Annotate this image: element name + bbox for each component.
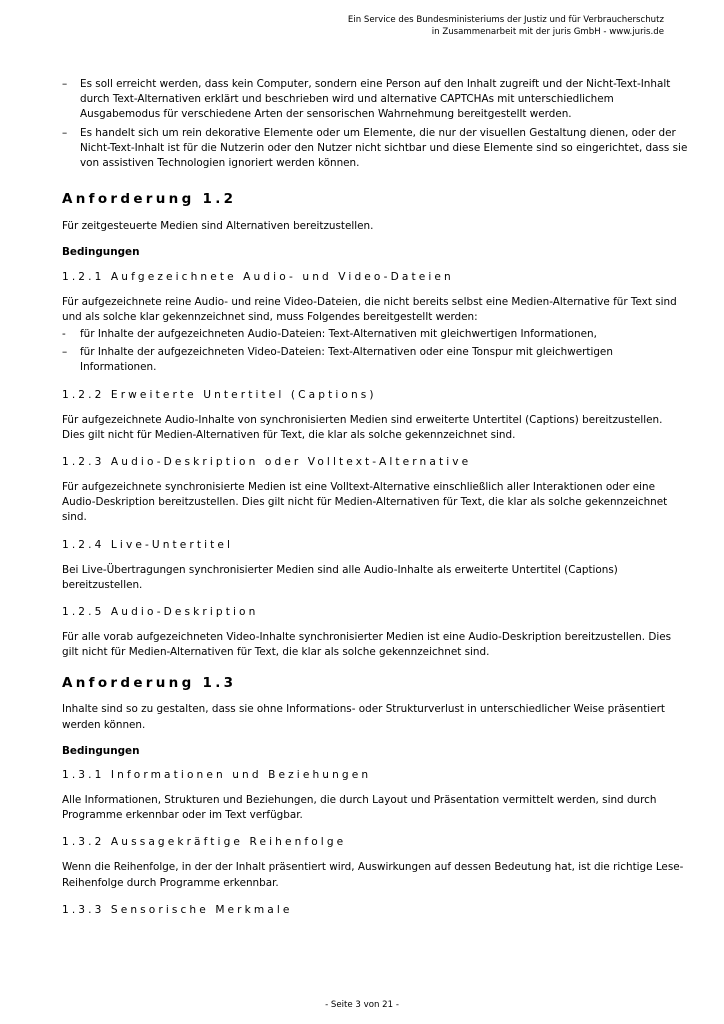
list-1-2-1 <box>62 327 688 376</box>
paragraph: Wenn die Reihenfolge, in der der Inhalt präsentiert wird, Auswirkungen auf dessen Bedeutung hat, ist die richtige Lese-Reihenfolge durch Programme erkennbar. <box>62 861 684 889</box>
paragraph: Bei Live-Übertragungen synchronisierter Medien sind alle Audio-Inhalte als erweiterte Untertitel (Captions) bereitzustellen. <box>62 563 618 591</box>
conditions-label: Bedingungen <box>62 246 140 259</box>
document-body <box>62 77 688 918</box>
list-item: – Es soll erreicht werden, dass kein Computer, sondern eine Person auf den Inhalt zugreift und der Nicht-Text-Inhalt durch Text-Alternativen erklärt und beschrieben wird und alternative CAPTCHAs mit unterschiedlichem Ausgabemodus für verschiedene Arten der sensorischen Wahrnehmung bereitgestellt werden. <box>62 78 671 121</box>
page-header <box>244 14 664 38</box>
paragraph: Für zeitgesteuerte Medien sind Alternativen bereitzustellen. <box>62 220 374 233</box>
paragraph: Für alle vorab aufgezeichneten Video-Inhalte synchronisierter Medien ist eine Audio-Deskription bereitzustellen. Dies gilt nicht für Medien-Alternativen für Text, die klar als solche gekennzeichnet sind. <box>62 631 672 659</box>
section-heading-1-3: Anforderung 1.3 <box>62 675 237 692</box>
list-item: – für Inhalte der aufgezeichneten Video-Dateien: Text-Alternativen oder eine Tonspur mit gleichwertigen Informationen. <box>62 346 613 374</box>
list-item: – Es handelt sich um rein dekorative Elemente oder um Elemente, die nur der visuellen Gestaltung dienen, oder der Nicht-Text-Inhalt ist für die Nutzerin oder den Nutzer nicht sichtbar und diese Elemente sind so eingerichtet, dass sie von assistiven Technologien ignoriert werden können. <box>62 126 688 170</box>
paragraph: Inhalte sind so zu gestalten, dass sie ohne Informations- oder Strukturverlust in unterschiedlicher Weise präsentiert werden können. <box>62 703 665 731</box>
subsection-heading-1-2-2: 1.2.2 Erweiterte Untertitel (Captions) <box>62 388 377 401</box>
paragraph: Alle Informationen, Strukturen und Beziehungen, die durch Layout und Präsentation vermittelt werden, sind durch Programme erkennbar oder im Text verfügbar. <box>62 794 657 822</box>
subsection-heading-1-2-5: 1.2.5 Audio-Deskription <box>62 606 259 619</box>
header-line-2: in Zusammenarbeit mit der juris GmbH - www.juris.de <box>431 27 664 37</box>
subsection-heading-1-2-4: 1.2.4 Live-Untertitel <box>62 538 234 551</box>
header-line-1: Ein Service des Bundesministeriums der Justiz und für Verbraucherschutz <box>347 15 664 25</box>
subsection-heading-1-3-2: 1.3.2 Aussagekräftige Reihenfolge <box>62 836 347 849</box>
page-footer: - Seite 3 von 21 - <box>325 1000 399 1010</box>
subsection-heading-1-2-1: 1.2.1 Aufgezeichnete Audio- und Video-Dateien <box>62 270 454 283</box>
paragraph: Für aufgezeichnete Audio-Inhalte von synchronisierten Medien sind erweiterte Untertitel (Captions) bereitzustellen. Dies gilt nicht für Medien-Alternativen für Text, die klar als solche gekennzeichnet sind. <box>62 413 663 441</box>
subsection-heading-1-2-3: 1.2.3 Audio-Deskription oder Volltext-Alternative <box>62 456 472 469</box>
conditions-label: Bedingungen <box>62 744 140 757</box>
subsection-heading-1-3-3: 1.3.3 Sensorische Merkmale <box>62 903 293 916</box>
list-item: - für Inhalte der aufgezeichneten Audio-Dateien: Text-Alternativen mit gleichwertigen Informationen, <box>62 328 597 341</box>
subsection-heading-1-3-1: 1.3.1 Informationen und Beziehungen <box>62 769 372 782</box>
paragraph: Für aufgezeichnete reine Audio- und reine Video-Dateien, die nicht bereits selbst eine Medien-Alternative für Text sind und als solche klar gekennzeichnet sind, muss Folgendes bereitgestellt werden: <box>62 295 677 323</box>
section-heading-1-2: Anforderung 1.2 <box>62 191 237 208</box>
paragraph: Für aufgezeichnete synchronisierte Medien ist eine Volltext-Alternative einschließlich aller Interaktionen oder eine Audio-Deskription bereitzustellen. Dies gilt nicht für Medien-Alternativen für Text, die klar als solche gekennzeichnet sind. <box>62 481 668 524</box>
intro-list <box>62 77 688 171</box>
